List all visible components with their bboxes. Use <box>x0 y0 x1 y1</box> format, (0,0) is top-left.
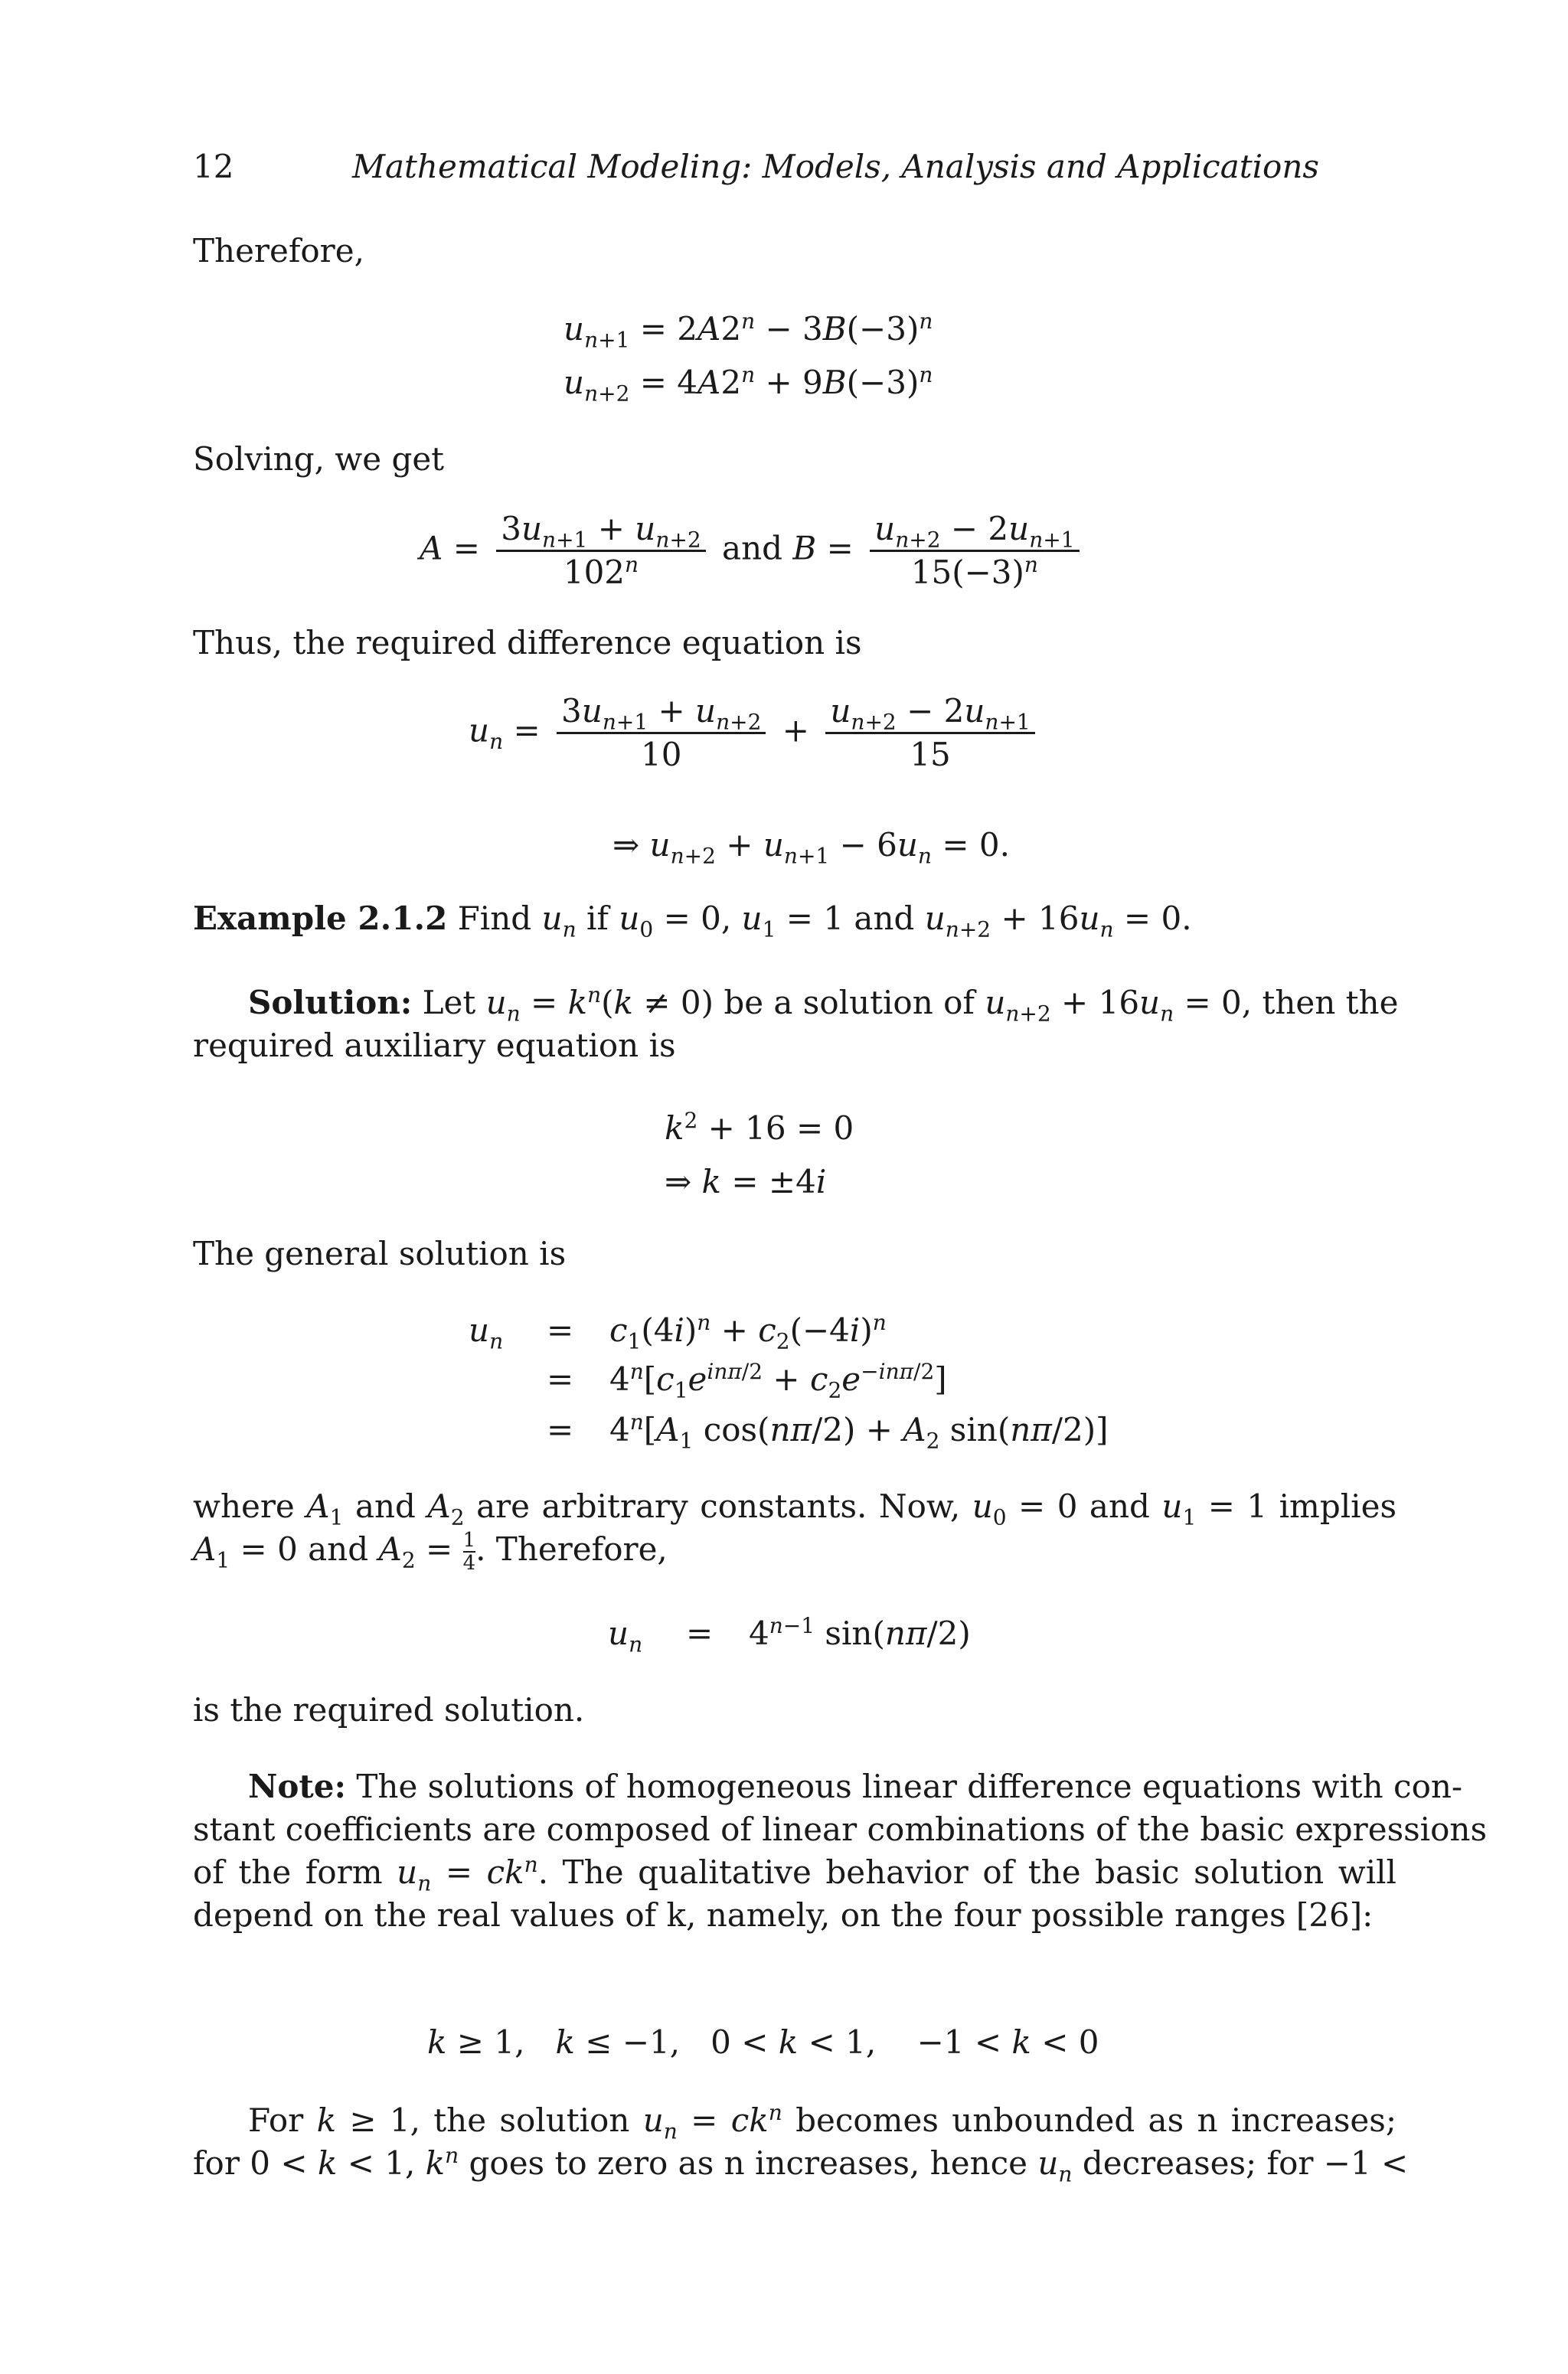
general-solution-rhs-1: $c_1(4i)^n + c_2(-4i)^n$ <box>609 1310 887 1354</box>
equation-auxiliary: $k^2 + 16 = 0$ <box>665 1108 854 1147</box>
equation-final-rhs: $4^{n-1}$ sin(nπ/2) <box>749 1613 971 1652</box>
solution-label: Solution: <box>248 984 413 1021</box>
text-required-solution: is the required solution. <box>193 1691 585 1729</box>
general-solution-eq-2: = <box>547 1360 574 1398</box>
where-text-1: where <box>193 1487 295 1525</box>
for-text-2b: goes to zero as n increases, hence <box>469 2144 1027 2182</box>
where-text-7: . Therefore, <box>475 1530 668 1568</box>
for-text-1b: , the solution <box>410 2101 630 2139</box>
equation-ranges: k ≥ 1, k ≤ −1, 0 < k < 1, −1 < k < 0 <box>427 2023 1099 2061</box>
where-text-4: and <box>1089 1487 1150 1525</box>
example-text: Find <box>457 900 532 937</box>
equation-u-n-plus-1: $u_{n+1} = 2A2^n - 3B(-3)^n$ <box>564 309 933 353</box>
text-general-solution: The general solution is <box>193 1235 567 1272</box>
where-paragraph <box>193 1485 1396 1574</box>
equation-difference: $u_n$ = $\frac{3u_{n+1} + u_{n+2}}{10}$ + $\frac{u_{n+2} - 2u_{n+1}}{15}$ <box>469 691 1041 776</box>
note-text-3b: . The qualitative behavior of the basic solution will <box>537 1853 1396 1891</box>
running-title: Mathematical Modeling: Models, Analysis and Applications <box>352 148 1319 185</box>
note-line-3: of the form $u_n = ck^n$. The qualitative behavior of the basic solution will <box>193 1852 1396 1896</box>
where-text-6: and <box>308 1530 369 1568</box>
general-solution-rhs-3: $4^n[A_1$ $\cos(n\pi/2) + A_2$ sin(nπ/2)] <box>609 1409 1109 1454</box>
note-text-3a: of the form <box>193 1853 383 1891</box>
equation-u-n-plus-2: $u_{n+2} = 4A2^n + 9B(-3)^n$ <box>564 362 933 407</box>
fraction-a: $\frac{3u_{n+1} + u_{n+2}}{102^n}$ <box>496 508 705 593</box>
equation-result: ⇒ $u_{n+2} + u_{n+1} - 6u_n = 0$. <box>612 826 1010 869</box>
general-solution-eq-3: = <box>547 1411 574 1448</box>
note-line-4: depend on the real values of k, namely, on the four possible ranges [26]: <box>193 1896 1374 1934</box>
general-solution-eq-1: = <box>547 1311 574 1349</box>
note-paragraph <box>193 1765 1488 1937</box>
fraction-first: $\frac{3u_{n+1} + u_{n+2}}{10}$ <box>557 691 766 776</box>
for-text-1a: For <box>248 2101 304 2139</box>
equation-a-and-b: A = $\frac{3u_{n+1} + u_{n+2}}{102^n}$ and B = $\frac{u_{n+2} - 2u_{n+1}}{15(-3)^n}$ <box>420 508 1086 593</box>
where-text-3: are arbitrary constants. Now, <box>476 1487 961 1525</box>
solution-text-2: be a solution of <box>724 984 975 1021</box>
for-text-1c: becomes unbounded as n increases; <box>795 2101 1396 2139</box>
for-line-1: For k ≥ 1, the solution $u_n = ck^n$ becomes unbounded as n increases; <box>248 2100 1396 2144</box>
equation-roots: ⇒ k = ±4i <box>665 1163 827 1200</box>
for-line-2: for 0 < k < 1, $k^n$ goes to zero as n increases, hence $u_n$ decreases; for −1 < <box>193 2143 1409 2187</box>
example-label: Example 2.1.2 <box>193 900 448 937</box>
note-line-2: stant coefficients are composed of linear combinations of the basic expressions <box>193 1811 1488 1848</box>
solution-text-1: Let <box>422 984 476 1021</box>
equation-final-eq: = <box>686 1615 714 1652</box>
where-line-2: $A_1 = 0$ and $A_2$ = $\frac{1}{4}$ . Therefore, <box>193 1529 668 1575</box>
note-text-1: The solutions of homogeneous linear difference equations with con- <box>356 1768 1463 1805</box>
general-solution-rhs-2: $4^n[c_1e^{in\pi/2} + c_2e^{-in\pi/2}]$ <box>609 1359 947 1403</box>
for-text-2a: for <box>193 2144 240 2182</box>
fraction-quarter: $\frac{1}{4}$ <box>462 1529 476 1575</box>
where-text-2: and <box>354 1487 416 1525</box>
example-heading: Example 2.1.2 Find $u_n$ if $u_0 = 0$, $u_1 = 1$ and $u_{n+2} + 16u_n = 0$. <box>193 900 1192 942</box>
text-thus: Thus, the required difference equation is <box>193 624 862 661</box>
solution-text-3: , then the <box>1241 984 1399 1021</box>
fraction-b: $\frac{u_{n+2} - 2u_{n+1}}{15(-3)^n}$ <box>870 508 1079 593</box>
text-solving: Solving, we get <box>193 440 445 478</box>
fraction-second: $\frac{u_{n+2} - 2u_{n+1}}{15}$ <box>825 691 1034 776</box>
text-therefore: Therefore, <box>193 232 364 269</box>
general-solution-line-1: $u_n$ <box>469 1311 504 1354</box>
note-label: Note: <box>248 1768 347 1805</box>
solution-line-2: required auxiliary equation is <box>193 1027 676 1064</box>
equation-final-lhs: $u_n$ <box>608 1615 643 1657</box>
note-line-1 <box>193 1765 1463 1808</box>
for-paragraph <box>193 2099 1409 2187</box>
solution-line-1: Solution: Let $u_n = k^n(k \ne 0)$ be a solution of $u_{n+2} + 16u_n = 0$, then the <box>248 982 1399 1027</box>
where-line-1: where $A_1$ and $A_2$ are arbitrary constants. Now, $u_0 = 0$ and $u_1 = 1$ implies <box>193 1487 1397 1530</box>
for-text-2c: decreases; for −1 < <box>1082 2144 1409 2182</box>
where-text-5: implies <box>1279 1487 1397 1525</box>
page-number: 12 <box>193 148 234 185</box>
solution-paragraph <box>193 981 1399 1067</box>
